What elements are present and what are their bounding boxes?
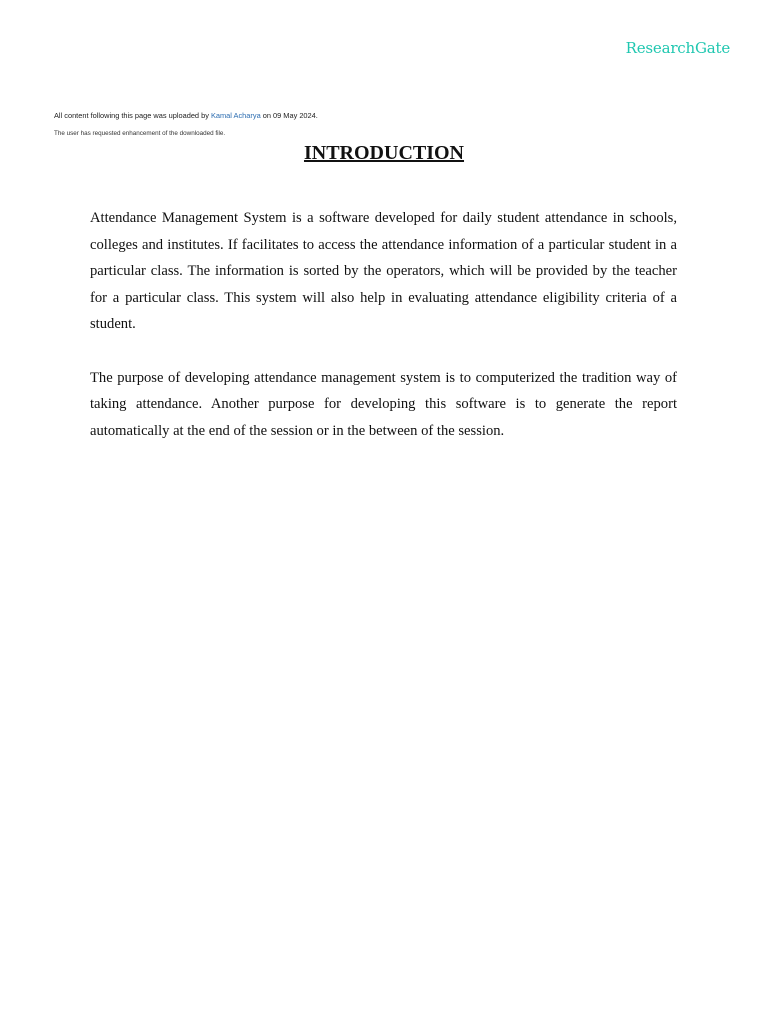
paragraph-2: The purpose of developing attendance management system is to computerized the tradition way of taking attendance. Another purpose for developing this software is to generate the report automatically at the end of the session or in the between of the session. — [90, 369, 677, 439]
upload-prefix: All content following this page was uploaded by — [54, 111, 209, 120]
researchgate-logo[interactable]: ResearchGate — [625, 39, 730, 57]
paragraph-1: Attendance Management System is a software developed for daily student attendance in schools, colleges and institutes. If facilitates to access the attendance information of a particular student in a particular class. The information is sorted by the operators, which will be provided by the teacher for a particular class. This system will also help in evaluating attendance eligibility criteria of a student. — [90, 210, 677, 332]
enhancement-note: The user has requested enhancement of the downloaded file. — [54, 130, 226, 137]
page-title: INTRODUCTION — [303, 142, 465, 164]
upload-suffix: on 09 May 2024. — [262, 111, 318, 120]
document-body — [90, 205, 677, 471]
upload-note — [54, 111, 318, 120]
author-link[interactable]: Kamal Acharya — [210, 111, 261, 120]
